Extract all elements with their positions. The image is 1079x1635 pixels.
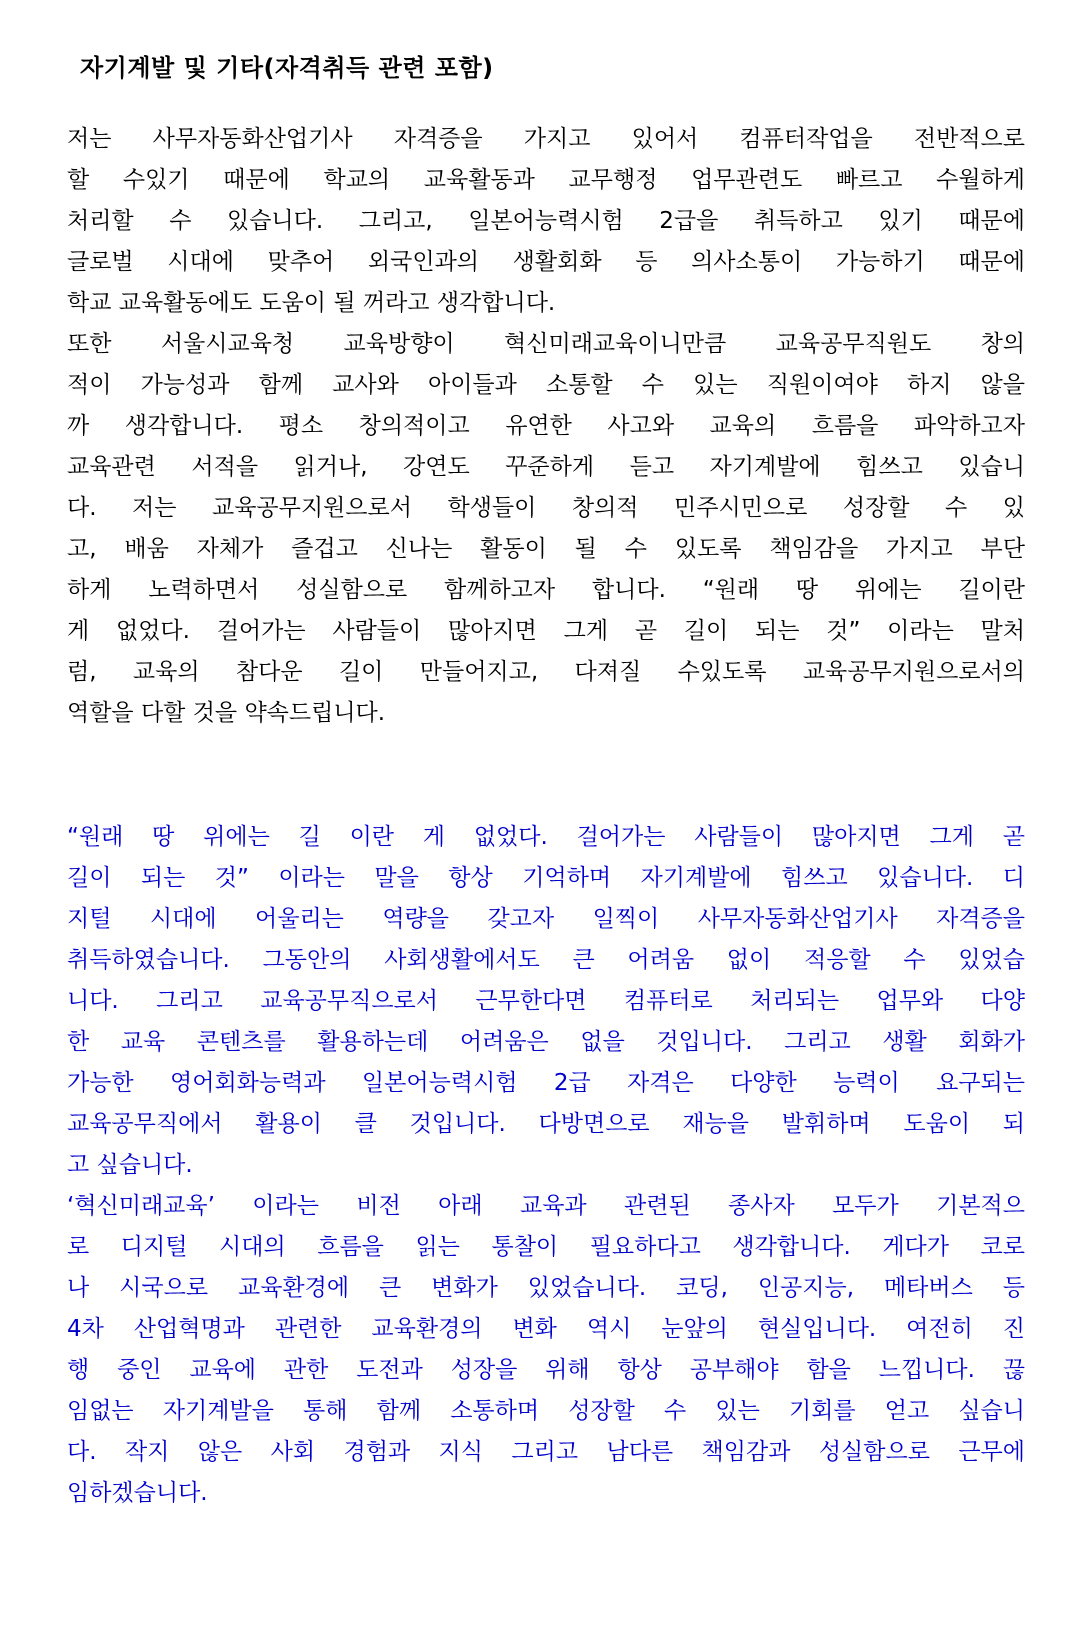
text-line: 다. 저는 교육공무지원으로서 학생들이 창의적 민주시민으로 성장할 수 있 bbox=[67, 495, 1025, 521]
text-line: 한 교육 콘텐츠를 활용하는데 어려움은 없을 것입니다. 그리고 생활 회화가 bbox=[67, 1029, 1025, 1055]
text-line: 하게 노력하면서 성실함으로 함께하고자 합니다. “원래 땅 위에는 길이란 bbox=[67, 577, 1025, 603]
text-line: 취득하였습니다. 그동안의 사회생활에서도 큰 어려움 없이 적응할 수 있었습 bbox=[67, 947, 1025, 973]
text-line: 로 디지털 시대의 흐름을 읽는 통찰이 필요하다고 생각합니다. 게다가 코로 bbox=[67, 1234, 1025, 1260]
text-line: 가능한 영어회화능력과 일본어능력시험 2급 자격은 다양한 능력이 요구되는 bbox=[67, 1070, 1025, 1096]
text-line: 임없는 자기계발을 통해 함께 소통하며 성장할 수 있는 기회를 얻고 싶습니 bbox=[67, 1398, 1025, 1424]
text-line: 교육공무직에서 활용이 클 것입니다. 다방면으로 재능을 발휘하며 도움이 되 bbox=[67, 1111, 1025, 1137]
text-line: 또한 서울시교육청 교육방향이 혁신미래교육이니만큼 교육공무직원도 창의 bbox=[67, 331, 1025, 357]
text-line: 니다. 그리고 교육공무직으로서 근무한다면 컴퓨터로 처리되는 업무와 다양 bbox=[67, 988, 1025, 1014]
text-line: 고 싶습니다. bbox=[67, 1152, 193, 1178]
text-line: 교육관련 서적을 읽거나, 강연도 꾸준하게 듣고 자기계발에 힘쓰고 있습니 bbox=[67, 454, 1025, 480]
page-title: 자기계발 및 기타(자격취득 관련 포함) bbox=[80, 54, 494, 82]
text-line: 게 없었다. 걸어가는 사람들이 많아지면 그게 곧 길이 되는 것” 이라는 말처 bbox=[67, 618, 1025, 644]
text-line: ‘혁신미래교육’ 이라는 비전 아래 교육과 관련된 종사자 모두가 기본적으 bbox=[67, 1193, 1025, 1219]
text-line: 적이 가능성과 함께 교사와 아이들과 소통할 수 있는 직원이여야 하지 않을 bbox=[67, 372, 1025, 398]
text-line: 글로벌 시대에 맞추어 외국인과의 생활회화 등 의사소통이 가능하기 때문에 bbox=[67, 249, 1025, 275]
text-line: 나 시국으로 교육환경에 큰 변화가 있었습니다. 코딩, 인공지능, 메타버스 등 bbox=[67, 1275, 1025, 1301]
text-line: 다. 작지 않은 사회 경험과 지식 그리고 남다른 책임감과 성실함으로 근무에 bbox=[67, 1439, 1025, 1465]
text-line: 4차 산업혁명과 관련한 교육환경의 변화 역시 눈앞의 현실입니다. 여전히 진 bbox=[67, 1316, 1025, 1342]
text-line: 고, 배움 자체가 즐겁고 신나는 활동이 될 수 있도록 책임감을 가지고 부단 bbox=[67, 536, 1025, 562]
text-line: 럼, 교육의 참다운 길이 만들어지고, 다져질 수있도록 교육공무지원으로서의 bbox=[67, 659, 1025, 685]
text-line: 역할을 다할 것을 약속드립니다. bbox=[67, 700, 386, 726]
text-line: 길이 되는 것” 이라는 말을 항상 기억하며 자기계발에 힘쓰고 있습니다. 디 bbox=[67, 865, 1025, 891]
text-line: 까 생각합니다. 평소 창의적이고 유연한 사고와 교육의 흐름을 파악하고자 bbox=[67, 413, 1025, 439]
text-line: 할 수있기 때문에 학교의 교육활동과 교무행정 업무관련도 빠르고 수월하게 bbox=[67, 167, 1025, 193]
text-line: 저는 사무자동화산업기사 자격증을 가지고 있어서 컴퓨터작업을 전반적으로 bbox=[67, 126, 1025, 152]
text-line: 지털 시대에 어울리는 역량을 갖고자 일찍이 사무자동화산업기사 자격증을 bbox=[67, 906, 1025, 932]
text-line: 처리할 수 있습니다. 그리고, 일본어능력시험 2급을 취득하고 있기 때문에 bbox=[67, 208, 1025, 234]
text-line: 학교 교육활동에도 도움이 될 꺼라고 생각합니다. bbox=[67, 290, 556, 316]
text-line: 임하겠습니다. bbox=[67, 1480, 208, 1506]
text-line: “원래 땅 위에는 길 이란 게 없었다. 걸어가는 사람들이 많아지면 그게 곧 bbox=[67, 824, 1025, 850]
text-line: 행 중인 교육에 관한 도전과 성장을 위해 항상 공부해야 함을 느낍니다. 끊 bbox=[67, 1357, 1025, 1383]
